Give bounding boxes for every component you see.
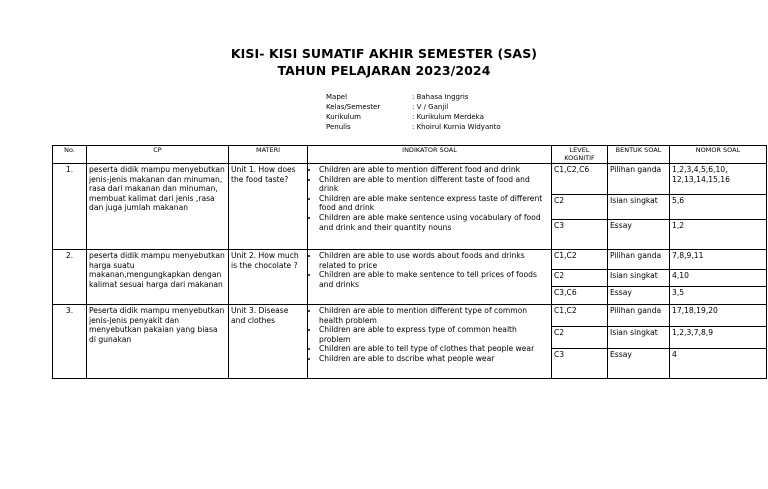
table-header-row: [53, 146, 767, 164]
row-number: 1.: [53, 164, 87, 250]
indikator-item: • Children are able to mention different taste of food and drink: [319, 175, 549, 194]
indikator-item: • Children are able make sentence using vocabulary of food and drink and their quantity nouns: [319, 213, 549, 232]
cp-cell: peserta didik mampu menyebutkan harga suatu makanan,mengungkapkan dengan kalimat sesuai harga dari makanan: [87, 250, 229, 305]
header-indikator: INDIKATOR SOAL: [308, 146, 552, 164]
header-nomor: NOMOR SOAL: [670, 146, 767, 164]
nomor-cell: 1,2,3,4,5,6,10, 12,13,14,15,16: [670, 164, 767, 195]
meta-label: Mapel: [326, 93, 348, 101]
materi-cell: Unit 2. How much is the chocolate ?: [229, 250, 308, 305]
table-row: [53, 250, 767, 270]
level-cell: C1,C2: [552, 250, 608, 270]
nomor-cell: 7,8,9,11: [670, 250, 767, 270]
meta-value: : Bahasa Inggris: [412, 93, 469, 101]
level-cell: C1,C2: [552, 305, 608, 327]
kisi-table: [52, 145, 767, 379]
bentuk-cell: Isian singkat: [608, 327, 670, 349]
materi-cell: Unit 1. How does the food taste?: [229, 164, 308, 250]
nomor-cell: 3,5: [670, 287, 767, 305]
meta-value: : Khoirul Kurnia Widyanto: [412, 123, 501, 131]
indikator-item: • Children are able to tell type of clothes that people wear: [319, 344, 549, 354]
document-meta: [326, 92, 501, 132]
table-row: [53, 305, 767, 327]
header-no: No.: [53, 146, 87, 164]
level-cell: C2: [552, 327, 608, 349]
meta-value: : V / Ganjil: [412, 103, 449, 111]
document-title: KISI- KISI SUMATIF AKHIR SEMESTER (SAS): [230, 46, 538, 61]
header-bentuk: BENTUK SOAL: [608, 146, 670, 164]
bentuk-cell: Isian singkat: [608, 195, 670, 220]
indikator-cell: [308, 305, 552, 379]
bentuk-cell: Pilihan ganda: [608, 305, 670, 327]
level-cell: C1,C2,C6: [552, 164, 608, 195]
cp-cell: Peserta didik mampu menyebutkan jenis-jenis penyakit dan menyebutkan pakaian yang biasa di gunakan: [87, 305, 229, 379]
bentuk-cell: Isian singkat: [608, 270, 670, 287]
cp-cell: peserta didik mampu menyebutkan jenis-jenis makanan dan minuman, rasa dari makanan dan minuman, membuat kalimat dari jenis ,rasa dan juga jumlah makanan: [87, 164, 229, 250]
bentuk-cell: Pilihan ganda: [608, 164, 670, 195]
level-cell: C3: [552, 220, 608, 250]
header-cp: CP: [87, 146, 229, 164]
bentuk-cell: Pilihan ganda: [608, 250, 670, 270]
meta-value: : Kurikulum Merdeka: [412, 113, 484, 121]
nomor-cell: 17,18,19,20: [670, 305, 767, 327]
indikator-item: • Children are able to use words about foods and drinks related to price: [319, 251, 549, 270]
level-cell: C2: [552, 195, 608, 220]
level-cell: C2: [552, 270, 608, 287]
indikator-item: • Children are able to mention different type of common health problem: [319, 306, 549, 325]
meta-row-mapel: [326, 92, 501, 102]
indikator-item: • Children are able to mention different food and drink: [319, 165, 549, 175]
nomor-cell: 1,2,3,7,8,9: [670, 327, 767, 349]
indikator-item: • Children are able to express type of common health problem: [319, 325, 549, 344]
indikator-item: • Children are able to make sentence to tell prices of foods and drinks: [319, 270, 549, 289]
header-materi: MATERI: [229, 146, 308, 164]
meta-row-kurikulum: [326, 112, 501, 122]
nomor-cell: 4,10: [670, 270, 767, 287]
meta-label: Penulis: [326, 123, 351, 131]
bentuk-cell: Essay: [608, 349, 670, 379]
materi-cell: Unit 3. Disease and clothes: [229, 305, 308, 379]
table-row: [53, 164, 767, 195]
level-cell: C3,C6: [552, 287, 608, 305]
row-number: 3.: [53, 305, 87, 379]
row-number: 2.: [53, 250, 87, 305]
level-cell: C3: [552, 349, 608, 379]
nomor-cell: 1,2: [670, 220, 767, 250]
document-subtitle: TAHUN PELAJARAN 2023/2024: [277, 63, 491, 78]
meta-row-kelas: [326, 102, 501, 112]
meta-label: Kelas/Semester: [326, 103, 381, 111]
meta-row-penulis: [326, 122, 501, 132]
bentuk-cell: Essay: [608, 220, 670, 250]
meta-label: Kurikulum: [326, 113, 361, 121]
indikator-item: • Children are able make sentence express taste of different food and drink: [319, 194, 549, 213]
header-level: LEVEL KOGNITIF: [552, 146, 608, 164]
indikator-cell: [308, 164, 552, 250]
indikator-item: • Children are able to dscribe what people wear: [319, 354, 549, 364]
nomor-cell: 5,6: [670, 195, 767, 220]
indikator-cell: [308, 250, 552, 305]
nomor-cell: 4: [670, 349, 767, 379]
bentuk-cell: Essay: [608, 287, 670, 305]
